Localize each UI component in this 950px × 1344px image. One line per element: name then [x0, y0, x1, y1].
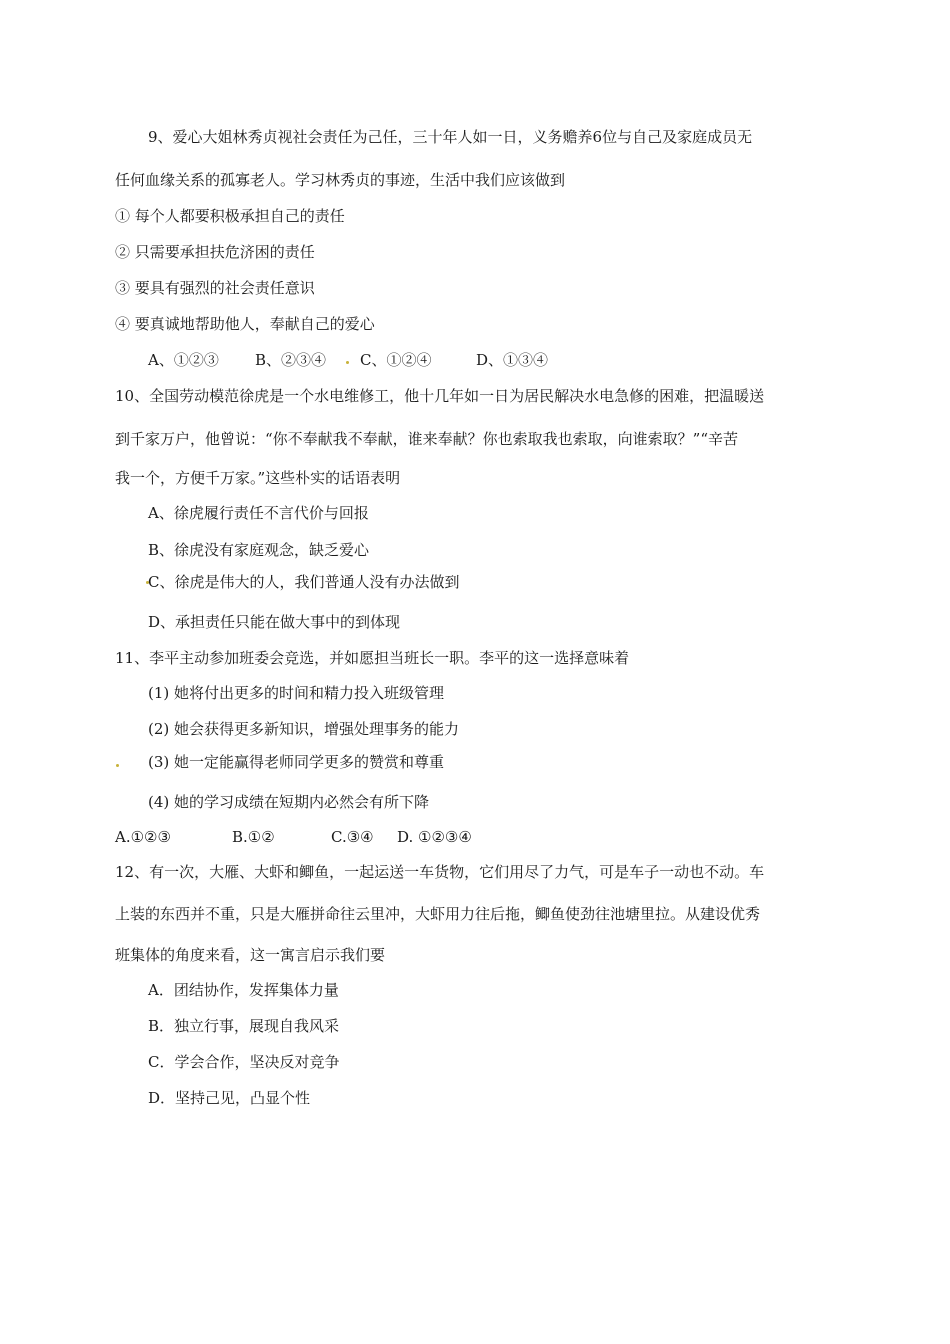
question-9-option-b: B、②③④: [255, 351, 327, 369]
question-12-option-d: D．坚持己见，凸显个性: [148, 1089, 311, 1107]
question-9-option-c: C、①②④: [360, 351, 432, 369]
question-9-statement-3: ③ 要具有强烈的社会责任意识: [115, 279, 315, 297]
question-10-option-b: B、徐虎没有家庭观念，缺乏爱心: [148, 541, 370, 559]
question-11-statement-4: (4) 她的学习成绩在短期内必然会有所下降: [148, 793, 430, 811]
stray-dot-mark: [116, 764, 119, 767]
question-9-stem-line-2: 任何血缘关系的孤寡老人。学习林秀贞的事迹，生活中我们应该做到: [115, 171, 566, 189]
question-11-statement-2: (2) 她会获得更多新知识，增强处理事务的能力: [148, 720, 460, 738]
question-10-option-a: A、徐虎履行责任不言代价与回报: [148, 504, 369, 522]
question-12-stem-line-2: 上装的东西并不重，只是大雁拼命往云里冲，大虾用力往后拖，鲫鱼使劲往池塘里拉。从建设优秀: [115, 905, 761, 923]
question-10-option-d: D、承担责任只能在做大事中的到体现: [148, 613, 401, 631]
question-11-statement-3: (3) 她一定能赢得老师同学更多的赞赏和尊重: [148, 753, 445, 771]
question-10-stem-line-1: 10、全国劳动模范徐虎是一个水电维修工，他十几年如一日为居民解决水电急修的困难，把温暖送: [115, 387, 765, 405]
question-12-option-a: A．团结协作，发挥集体力量: [148, 981, 339, 999]
question-11-option-b: B.①②: [232, 828, 275, 846]
question-11-option-c: C.③④: [331, 828, 374, 846]
question-11-stem-line-1: 11、李平主动参加班委会竞选，并如愿担当班长一职。李平的这一选择意味着: [115, 649, 630, 667]
question-9-option-a: A、①②③: [148, 351, 219, 369]
question-11-statement-1: (1) 她将付出更多的时间和精力投入班级管理: [148, 684, 445, 702]
question-9-statement-4: ④ 要真诚地帮助他人，奉献自己的爱心: [115, 315, 375, 333]
question-10-stem-line-3: 我一个，方便千万家。”这些朴实的话语表明: [115, 469, 401, 487]
stray-dot-mark: [346, 361, 349, 364]
question-12-stem-line-1: 12、有一次，大雁、大虾和鲫鱼，一起运送一车货物，它们用尽了力气，可是车子一动也不动。车: [115, 863, 765, 881]
question-9-stem-line-1: 9、爱心大姐林秀贞视社会责任为己任，三十年人如一日，义务赡养6位与自己及家庭成员无: [148, 128, 753, 146]
question-9-statement-2: ② 只需要承担扶危济困的责任: [115, 243, 315, 261]
question-9-statement-1: ① 每个人都要积极承担自己的责任: [115, 207, 345, 225]
question-11-option-d: D. ①②③④: [397, 828, 472, 846]
question-12-stem-line-3: 班集体的角度来看，这一寓言启示我们要: [115, 946, 386, 964]
question-10-option-c: C、徐虎是伟大的人，我们普通人没有办法做到: [148, 573, 460, 591]
question-11-option-a: A.①②③: [115, 828, 171, 846]
question-12-option-b: B．独立行事，展现自我风采: [148, 1017, 340, 1035]
question-10-stem-line-2: 到千家万户，他曾说：“你不奉献我不奉献，谁来奉献？你也索取我也索取，向谁索取？”“辛苦: [115, 430, 739, 448]
question-9-option-d: D、①③④: [476, 351, 549, 369]
question-12-option-c: C．学会合作，坚决反对竞争: [148, 1053, 340, 1071]
